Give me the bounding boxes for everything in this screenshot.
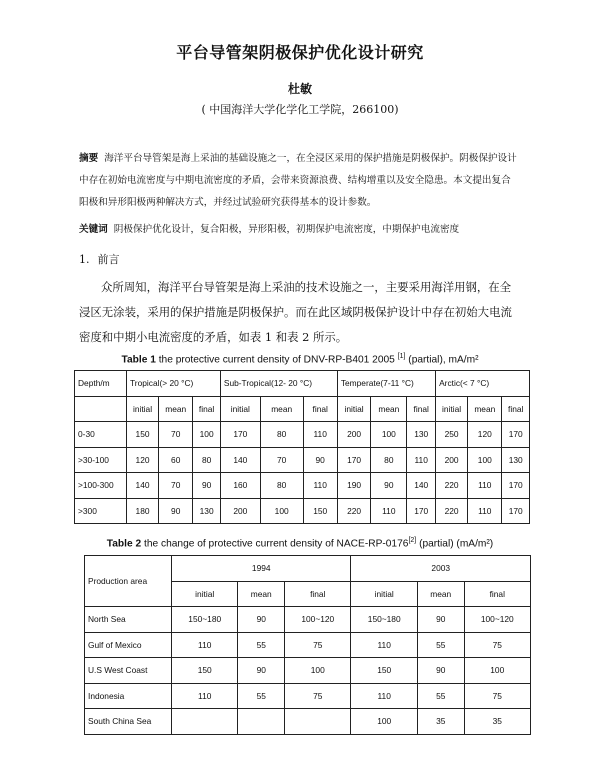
table1-value-cell: 120 (468, 422, 502, 448)
table2-value-cell: 90 (417, 658, 464, 684)
table1-subheader-row (75, 396, 530, 422)
table2-value-cell (238, 709, 285, 735)
abstract (79, 148, 519, 214)
table2-value-cell: 110 (172, 683, 238, 709)
table-row (75, 498, 530, 524)
table2-value-cell: 55 (417, 632, 464, 658)
table1-caption-tail: (partial), mA/m² (405, 354, 479, 366)
table2-area-cell: Indonesia (85, 683, 172, 709)
table2-area-cell: North Sea (85, 607, 172, 633)
table1-value-cell: 170 (407, 498, 436, 524)
table1-subheader: mean (468, 396, 502, 422)
paper-title: 平台导管架阴极保护优化设计研究 (176, 43, 424, 62)
table1-value-cell: 80 (193, 447, 220, 473)
table1-value-cell: 120 (127, 447, 159, 473)
table1-value-cell: 100 (193, 422, 220, 448)
table1-value-cell: 130 (502, 447, 530, 473)
table2-caption-ref: [2] (408, 537, 417, 544)
table1-value-cell: 60 (159, 447, 193, 473)
table1-subheader: final (502, 396, 530, 422)
table2-caption-label: Table 2 (106, 538, 142, 550)
table2-area-cell: Gulf of Mexico (85, 632, 172, 658)
table1-value-cell: 90 (371, 473, 407, 499)
table2-subheader: final (464, 581, 530, 607)
table1-value-cell: 160 (220, 473, 260, 499)
table-row (85, 658, 531, 684)
table1-value-cell: 110 (303, 422, 337, 448)
table2 (84, 555, 531, 735)
keywords-text: 阴极保护优化设计，复合阳极，异形阳极，初期保护电流密度，中期保护电流密度 (113, 224, 460, 235)
table2-value-cell: 110 (172, 632, 238, 658)
table1-value-cell: 110 (371, 498, 407, 524)
table-row (75, 447, 530, 473)
table2-value-cell: 150~180 (172, 607, 238, 633)
table2-value-cell: 75 (464, 683, 530, 709)
abstract-text: 海洋平台导管架是海上采油的基础设施之一，在全浸区采用的保护措施是阴极保护。阴极保护设计中存在初始电流密度与中期电流密度的矛盾，会带来资源浪费、结构增重以及安全隐患。本文提出复合阳极和异形阳极两种解决方式，并经过试验研究获得基本的设计参数。 (79, 153, 517, 208)
table2-value-cell: 90 (238, 607, 285, 633)
table1-value-cell: 90 (159, 498, 193, 524)
section-number: 1. (79, 253, 90, 266)
table1-value-cell: 110 (468, 498, 502, 524)
table-row (85, 683, 531, 709)
table2-subheader: mean (417, 581, 464, 607)
table2-value-cell: 100~120 (285, 607, 351, 633)
table2-caption (20, 537, 580, 549)
table2-value-cell: 150~180 (351, 607, 417, 633)
table1-value-cell: 140 (220, 447, 260, 473)
table1-empty-cell (75, 396, 127, 422)
table2-value-cell: 75 (464, 632, 530, 658)
table2-value-cell: 75 (285, 683, 351, 709)
table1-value-cell: 130 (407, 422, 436, 448)
table-row (85, 632, 531, 658)
table2-value-cell: 100 (351, 709, 417, 735)
table2-value-cell: 150 (172, 658, 238, 684)
table1-value-cell: 200 (220, 498, 260, 524)
abstract-label: 摘要 (79, 153, 99, 164)
table1-subheader: final (193, 396, 220, 422)
table2-value-cell: 100 (285, 658, 351, 684)
table1-caption-text: the protective current density of DNV-RP-B401 2005 (155, 354, 398, 366)
table2-caption-tail: (partial) (mA/m²) (416, 538, 494, 550)
table1-subheader: mean (260, 396, 303, 422)
table1-value-cell: 220 (436, 473, 468, 499)
table1-value-cell: 140 (407, 473, 436, 499)
table1-subheader: initial (127, 396, 159, 422)
table2-value-cell: 100~120 (464, 607, 530, 633)
table1-value-cell: 200 (436, 447, 468, 473)
table2-year-header: 1994 (172, 556, 351, 582)
table2-value-cell: 150 (351, 658, 417, 684)
table1-value-cell: 170 (502, 473, 530, 499)
table1-caption-ref: [1] (397, 353, 406, 360)
table1-value-cell: 90 (193, 473, 220, 499)
table2-value-cell: 90 (417, 607, 464, 633)
table1-value-cell: 220 (337, 498, 371, 524)
table2-caption-text: the change of protective current density of NACE-RP-0176 (141, 538, 409, 550)
author: 杜敏 (287, 82, 312, 96)
table1-caption (20, 353, 580, 365)
table1-subheader: mean (371, 396, 407, 422)
table1-subheader: final (303, 396, 337, 422)
table1-group-header: Arctic(< 7 °C) (436, 371, 530, 397)
section-title: 前言 (97, 253, 120, 266)
table2-value-cell (172, 709, 238, 735)
table2-value-cell: 55 (238, 683, 285, 709)
table1-value-cell: 130 (193, 498, 220, 524)
table2-subheader: final (285, 581, 351, 607)
table1-value-cell: 70 (159, 422, 193, 448)
table1-depth-cell: >100-300 (75, 473, 127, 499)
table1-depth-cell: 0-30 (75, 422, 127, 448)
table-row (75, 422, 530, 448)
table1-subheader: initial (337, 396, 371, 422)
keywords (79, 222, 519, 238)
table2-value-cell: 55 (238, 632, 285, 658)
table1-value-cell: 220 (436, 498, 468, 524)
section-heading (79, 251, 120, 267)
table1-value-cell: 190 (337, 473, 371, 499)
table2-value-cell: 75 (285, 632, 351, 658)
table1-group-header: Temperate(7-11 °C) (337, 371, 435, 397)
table1-subheader: mean (159, 396, 193, 422)
table1-group-header: Tropical(> 20 °C) (127, 371, 221, 397)
table2-area-cell: U.S West Coast (85, 658, 172, 684)
table2-area-cell: South China Sea (85, 709, 172, 735)
table1-depth-cell: >300 (75, 498, 127, 524)
table2-value-cell (285, 709, 351, 735)
keywords-label: 关键词 (79, 224, 108, 235)
table2-value-cell: 90 (238, 658, 285, 684)
table1-value-cell: 100 (260, 498, 303, 524)
table2-subheader: initial (351, 581, 417, 607)
table1-value-cell: 110 (468, 473, 502, 499)
table1-col-depth: Depth/m (75, 371, 127, 397)
table1-value-cell: 170 (502, 498, 530, 524)
table2-col-area: Production area (85, 556, 172, 607)
table1-subheader: final (407, 396, 436, 422)
table1-value-cell: 170 (337, 447, 371, 473)
table1-value-cell: 170 (220, 422, 260, 448)
table1-value-cell: 140 (127, 473, 159, 499)
table1-value-cell: 150 (303, 498, 337, 524)
body-paragraph: 众所周知，海洋平台导管架是海上采油的技术设施之一，主要采用海洋用钢，在全浸区无涂装，采用的保护措施是阴极保护。而在此区域阴极保护设计中存在初始大电流密度和中期小电流密度的矛盾，如表 1 和表 2 所示。 (79, 280, 512, 344)
table-row (75, 473, 530, 499)
table2-value-cell: 110 (351, 632, 417, 658)
table2-value-cell: 35 (417, 709, 464, 735)
table2-header-row (85, 556, 531, 582)
table1-group-header: Sub-Tropical(12- 20 °C) (220, 371, 337, 397)
table1-value-cell: 100 (468, 447, 502, 473)
table2-value-cell: 55 (417, 683, 464, 709)
table2-subheader: initial (172, 581, 238, 607)
table1-subheader: initial (220, 396, 260, 422)
table1-value-cell: 80 (260, 422, 303, 448)
table2-value-cell: 110 (351, 683, 417, 709)
table-row (85, 607, 531, 633)
affiliation: ( 中国海洋大学化学化工学院，266100) (201, 103, 399, 116)
table1-value-cell: 90 (303, 447, 337, 473)
table2-year-header: 2003 (351, 556, 531, 582)
table2-subheader: mean (238, 581, 285, 607)
table1-value-cell: 200 (337, 422, 371, 448)
table1-caption-label: Table 1 (121, 354, 156, 366)
table1-depth-cell: >30-100 (75, 447, 127, 473)
table2-value-cell: 100 (464, 658, 530, 684)
table1-value-cell: 250 (436, 422, 468, 448)
table1-value-cell: 100 (371, 422, 407, 448)
table1-subheader: initial (436, 396, 468, 422)
table1-value-cell: 80 (260, 473, 303, 499)
table1-value-cell: 170 (502, 422, 530, 448)
table1-value-cell: 150 (127, 422, 159, 448)
table1-value-cell: 80 (371, 447, 407, 473)
table1-value-cell: 110 (303, 473, 337, 499)
table1-value-cell: 180 (127, 498, 159, 524)
table1-value-cell: 110 (407, 447, 436, 473)
table-row (85, 709, 531, 735)
table1-value-cell: 70 (260, 447, 303, 473)
table1-header-row (75, 371, 530, 397)
table1-value-cell: 70 (159, 473, 193, 499)
table2-value-cell: 35 (464, 709, 530, 735)
table1 (74, 370, 530, 524)
